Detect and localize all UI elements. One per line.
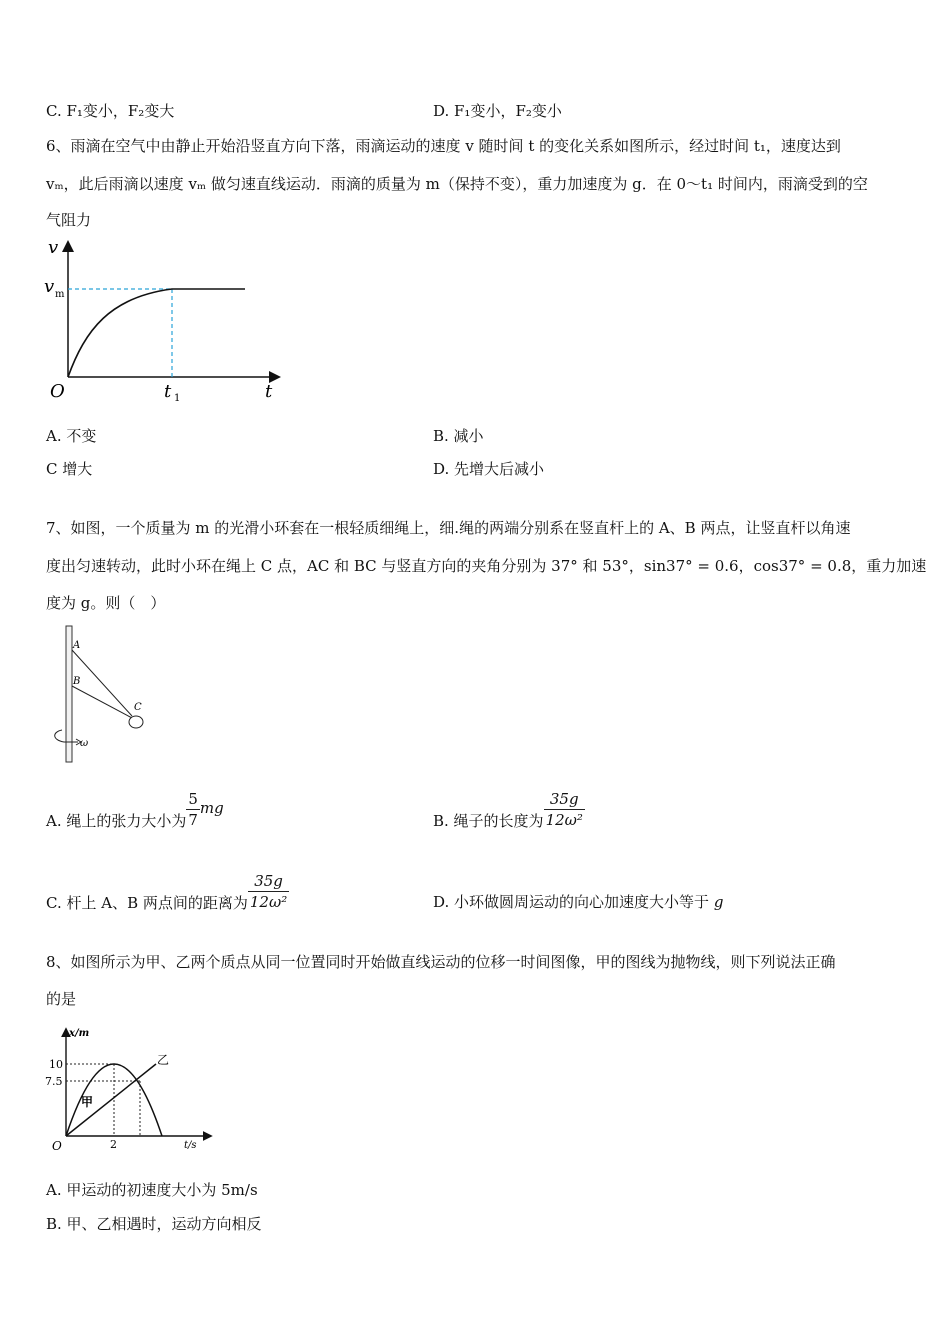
q7-string-bc <box>72 686 132 718</box>
q7-stem-line2: 度出匀速转动，此时小环在绳上 C 点，AC 和 BC 与竖直方向的夹角分别为 37° 和 53°，sin37° = 0.6，cos37° = 0.8，重力加速 <box>46 557 927 575</box>
q7-option-b-text: B. 绳子的长度为 <box>433 812 544 830</box>
q8-stem-line2: 的是 <box>46 990 77 1008</box>
q7-option-d <box>433 892 723 912</box>
q6-t1-label: t <box>164 381 172 402</box>
q7-option-a-fraction <box>186 789 200 830</box>
q7-option-b-fraction <box>544 789 585 830</box>
q7-stem-line1: 7、如图，一个质量为 m 的光滑小环套在一根轻质细绳上，细.绳的两端分别系在竖直杆上的 A、B 两点，让竖直杆以角速 <box>46 519 851 537</box>
q7-option-c-text: C. 杆上 A、B 两点间的距离为 <box>46 894 248 912</box>
q6-velocity-graph <box>40 235 290 405</box>
q8-displacement-time-graph <box>44 1024 214 1158</box>
q7-option-d-g: g <box>713 893 724 911</box>
q7-option-c-numerator: 35g <box>248 871 289 892</box>
q7-option-c-fraction <box>248 871 289 912</box>
q6-origin-label: O <box>50 381 65 402</box>
q6-option-c: C 增大 <box>46 460 93 478</box>
q7-rod-ring-figure <box>48 622 168 767</box>
q6-stem-line2: vₘ，此后雨滴以速度 vₘ 做匀速直线运动．雨滴的质量为 m（保持不变），重力加速度为 g．在 0～t₁ 时间内，雨滴受到的空 <box>46 175 868 193</box>
q6-option-a: A. 不变 <box>46 427 97 445</box>
q7-option-b-numerator: 35g <box>544 789 585 810</box>
q6-stem-line3: 气阻力 <box>46 211 92 229</box>
q7-small-ring <box>129 716 143 728</box>
q7-point-a-label: A <box>73 640 81 651</box>
q7-option-a-mg: mg <box>199 799 224 817</box>
q8-stem-line1: 8、如图所示为甲、乙两个质点从同一位置同时开始做直线运动的位移一时间图像，甲的图线为抛物线，则下列说法正确 <box>46 953 836 971</box>
q7-option-b-denominator: 12ω² <box>545 810 583 829</box>
q5-option-d: D. F₁变小，F₂变小 <box>433 102 562 120</box>
q7-option-a-numerator: 5 <box>188 789 198 808</box>
q6-option-d: D. 先增大后减小 <box>433 460 545 478</box>
q7-stem-line3: 度为 g。则（ ） <box>46 594 166 612</box>
q8-jia-label: 甲 <box>81 1095 94 1109</box>
q7-point-b-label: B <box>73 676 81 687</box>
q7-option-c-denominator: 12ω² <box>249 892 288 911</box>
q8-x2-label: 2 <box>110 1138 117 1151</box>
q7-option-a-denominator: 7 <box>188 810 198 829</box>
q7-omega-label: ω <box>80 738 89 749</box>
q6-stem-line1: 6、雨滴在空气中由静止开始沿竖直方向下落，雨滴运动的速度 v 随时间 t 的变化关系如图所示，经过时间 t₁，速度达到 <box>46 137 841 155</box>
q7-option-a <box>46 786 224 832</box>
q6-velocity-curve <box>68 289 245 377</box>
q6-t1-subscript: 1 <box>174 393 181 404</box>
q6-option-b: B. 减小 <box>433 427 484 445</box>
q6-vm-subscript: m <box>55 289 65 300</box>
q7-point-c-label: C <box>134 702 142 713</box>
q8-y-label: x/m <box>69 1028 90 1039</box>
q7-option-a-text: A. 绳上的张力大小为 <box>46 812 187 830</box>
q6-vm-label: v <box>44 276 55 297</box>
q8-yi-label: 乙 <box>157 1053 170 1067</box>
q7-option-d-text: D. 小环做圆周运动的向心加速度大小等于 <box>433 893 710 911</box>
q6-y-label: v <box>48 237 59 258</box>
q8-y10-label: 10 <box>49 1058 63 1071</box>
q7-string-ac <box>72 650 132 716</box>
q8-x-label: t/s <box>184 1140 197 1151</box>
q8-option-b: B. 甲、乙相遇时，运动方向相反 <box>46 1215 262 1233</box>
q8-y75-label: 7.5 <box>45 1075 63 1088</box>
q6-x-label: t <box>265 381 273 402</box>
q7-option-b <box>433 786 585 832</box>
q7-option-c <box>46 868 289 914</box>
q8-origin-label: O <box>52 1139 62 1153</box>
q8-option-a: A. 甲运动的初速度大小为 5m/s <box>46 1181 258 1199</box>
q5-option-c: C. F₁变小，F₂变大 <box>46 102 175 120</box>
